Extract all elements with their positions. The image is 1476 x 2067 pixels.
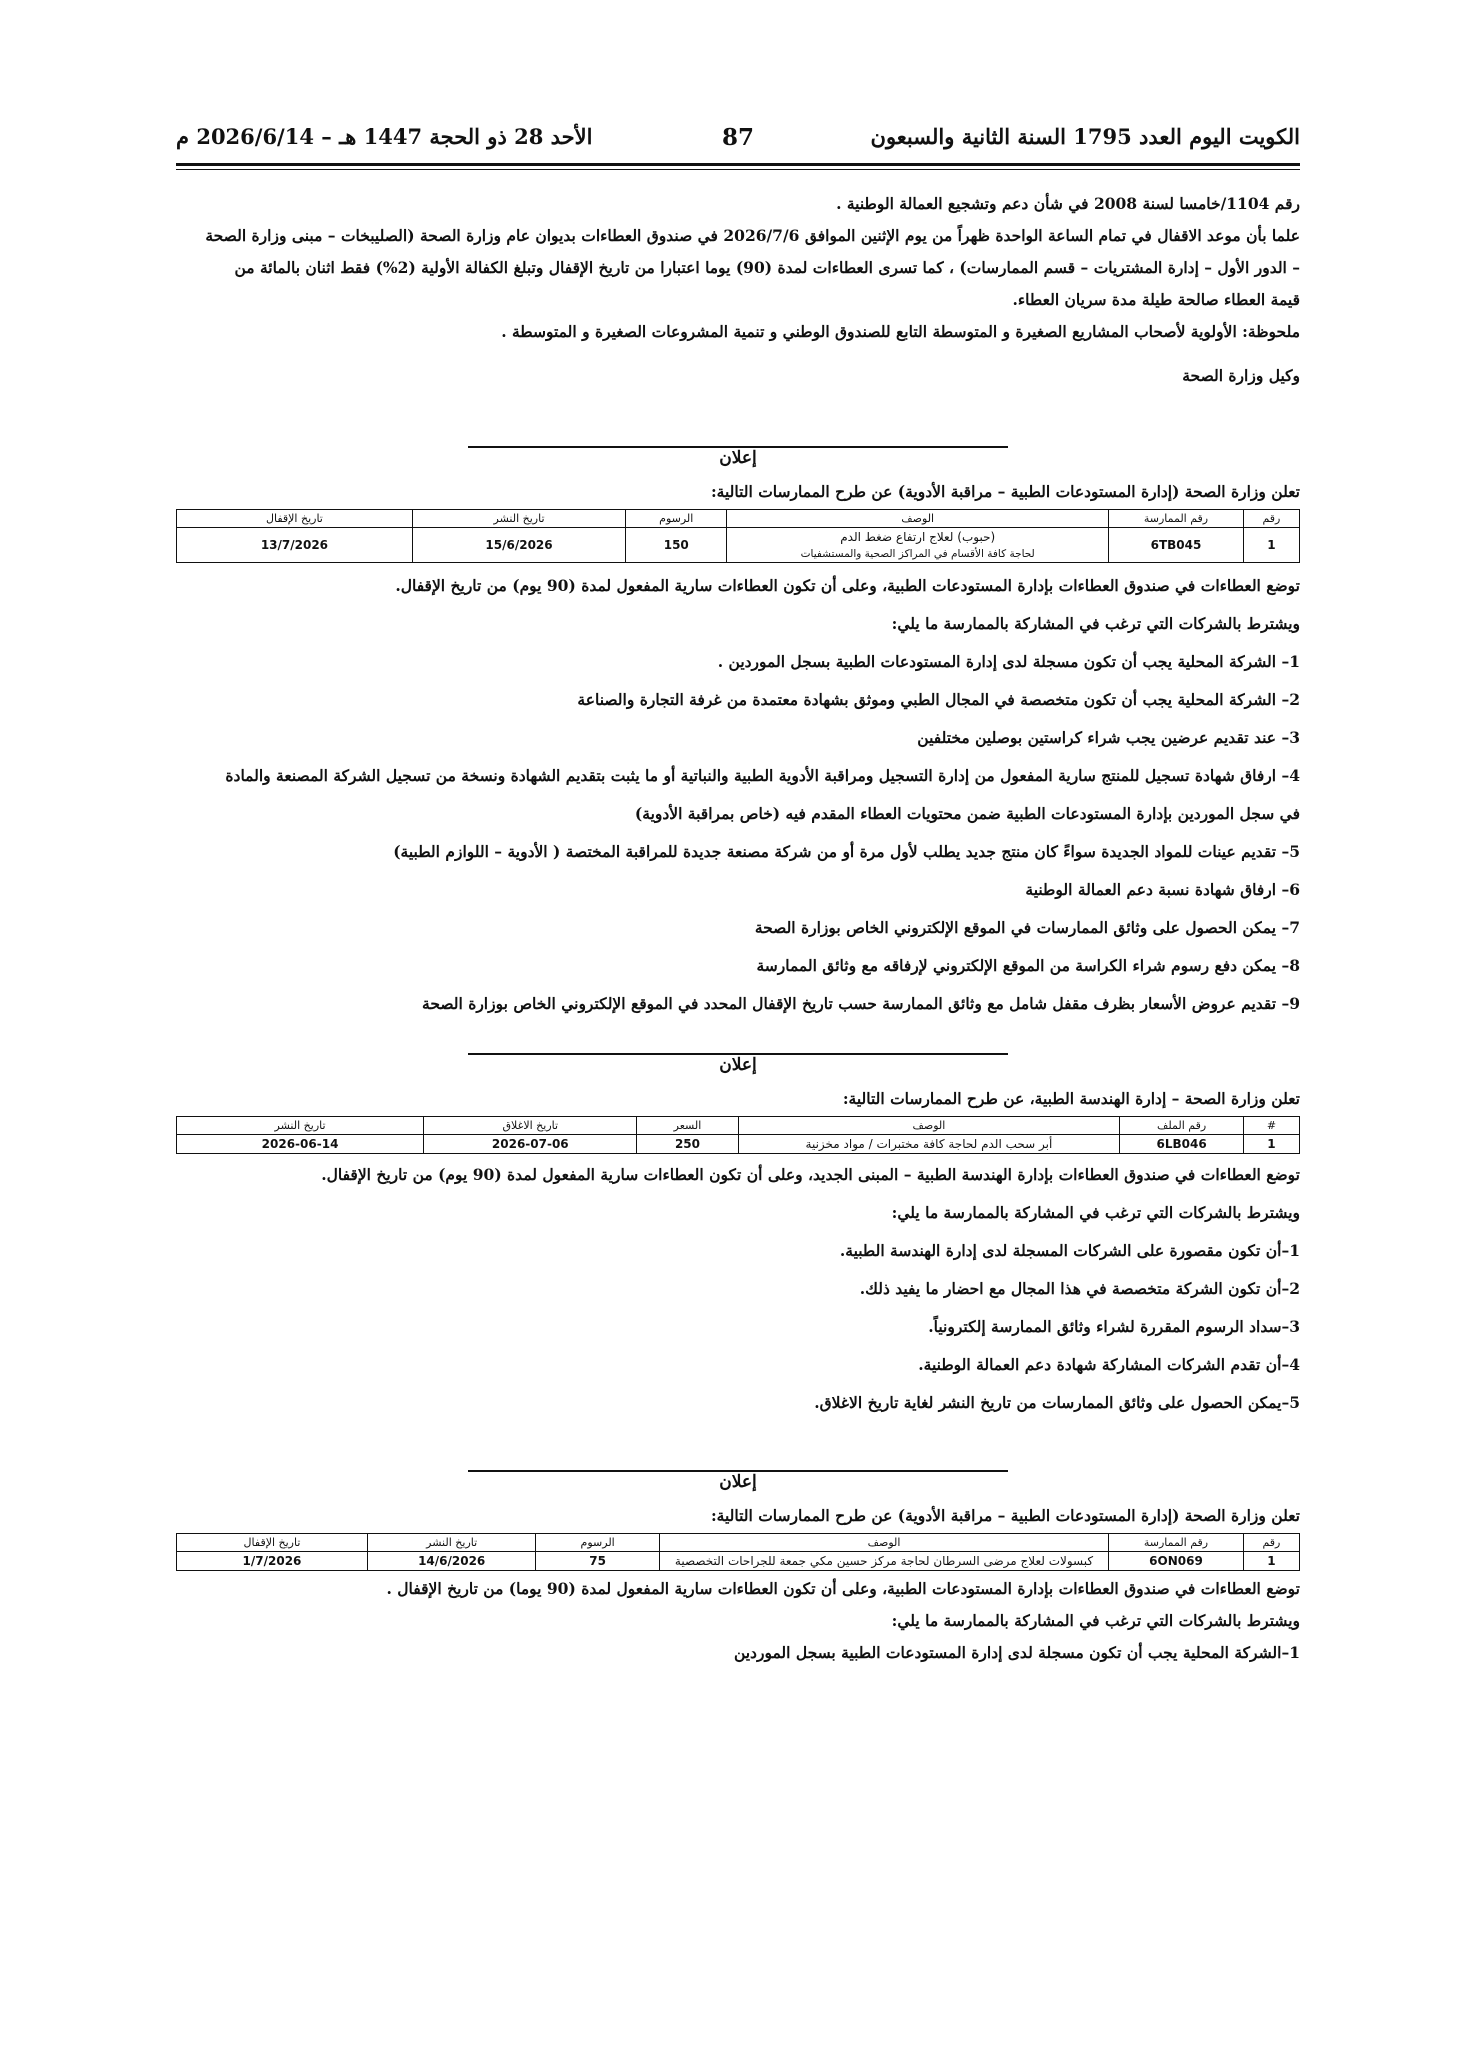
condition-line: توضع العطاءات في صندوق العطاءات بإدارة المستودعات الطبية، وعلى أن تكون العطاءات سارية المفعول لمدة (90 يوم) من تاريخ الإقفال. [395,576,1300,595]
page-number: 87 [721,124,755,151]
cell-code: 6ON069 [1109,1552,1244,1571]
condition-line: 2– الشركة المحلية يجب أن تكون متخصصة في المجال الطبي وموثق بشهادة معتمدة من غرفة التجارة والصناعة [577,690,1300,709]
table-header-row [177,1534,1300,1552]
condition-line: ويشترط بالشركات التي ترغب في المشاركة بالممارسة ما يلي: [891,1611,1300,1630]
condition-line: 1–أن تكون مقصورة على الشركات المسجلة لدى إدارة الهندسة الطبية. [839,1241,1300,1260]
cell-code: 6TB045 [1109,528,1244,563]
table-header-row [177,1117,1300,1135]
description-text: (حبوب) لعلاج ارتفاع ضغط الدم [840,530,996,544]
cell-publish-date: 15/6/2026 [412,528,625,563]
table-header-cell: الرسوم [536,1534,660,1552]
page-header [176,124,1300,160]
table-header-cell: تاريخ النشر [367,1534,535,1552]
cell-close-date: 13/7/2026 [177,528,413,563]
condition-line: 5– تقديم عينات للمواد الجديدة سواءً كان منتج جديد يطلب لأول مرة أو من شركة مصنعة جديدة للمراقبة المختصة ( الأدوية – اللوازم الطبية) [393,842,1300,861]
announcement-title: إعلان [719,1472,757,1492]
announcement-1 [176,448,1300,1023]
table-header-cell: الوصف [738,1117,1120,1135]
condition-line: 1– الشركة المحلية يجب أن تكون مسجلة لدى إدارة المستودعات الطبية بسجل الموردين . [717,652,1300,671]
intro-line: علما بأن موعد الاقفال في تمام الساعة الواحدة ظهراً من يوم الإثنين الموافق 2026/7/6 في صندوق العطاءات بديوان عام وزارة الصحة (الصليبخات – مبنى وزارة الصحة [205,226,1300,245]
conditions-list [176,567,1300,1023]
header-date: الأحد 28 ذو الحجة 1447 هـ – 2026/6/14 م [176,124,593,149]
intro-line: – الدور الأول – إدارة المشتريات – قسم الممارسات) ، كما تسرى العطاءات لمدة (90) يوما اعتبارا من تاريخ الإقفال وتبلغ الكفالة الأولية (2%) فقط اثنان بالمائة من [234,258,1300,277]
cell-fee: 75 [536,1552,660,1571]
condition-line: 3–سداد الرسوم المقررة لشراء وثائق الممارسة إلكترونياً. [928,1317,1300,1336]
table-header-cell: رقم الملف [1120,1117,1244,1135]
table-header-cell: تاريخ النشر [177,1117,424,1135]
condition-line: في سجل الموردين بإدارة المستودعات الطبية ضمن محتويات العطاء المقدم فيه (خاص بمراقبة الأدوية) [634,804,1300,823]
cell-number: 1 [1243,1552,1299,1571]
table-row [177,1552,1300,1571]
announcement-intro: تعلن وزارة الصحة (إدارة المستودعات الطبية – مراقبة الأدوية) عن طرح الممارسات التالية: [710,482,1300,501]
announcement-intro: تعلن وزارة الصحة – إدارة الهندسة الطبية، عن طرح الممارسات التالية: [842,1089,1300,1108]
cell-description: كبسولات لعلاج مرضى السرطان لحاجة مركز حسين مكي جمعة للجراحات التخصصية [659,1552,1108,1571]
cell-fee: 150 [626,528,727,563]
condition-line: 8– يمكن دفع رسوم شراء الكراسة من الموقع الإلكتروني لإرفاقه مع وثائق الممارسة [756,956,1300,975]
table-header-cell: رقم الممارسة [1109,510,1244,528]
condition-line: 6– ارفاق شهادة نسبة دعم العمالة الوطنية [1025,880,1300,899]
announcement-3 [176,1472,1300,1669]
table-header-cell: # [1243,1117,1299,1135]
conditions-list [176,1156,1300,1422]
announcement-title: إعلان [719,1055,757,1075]
condition-line: ويشترط بالشركات التي ترغب في المشاركة بالممارسة ما يلي: [891,614,1300,633]
header-publication: الكويت اليوم العدد 1795 السنة الثانية والسبعون [870,124,1300,149]
condition-line: 3– عند تقديم عرضين يجب شراء كراستين بوصلين مختلفين [917,728,1300,747]
table-header-cell: الرسوم [626,510,727,528]
cell-publish-date: 14/6/2026 [367,1552,535,1571]
table-header-cell: تاريخ الإقفال [177,510,413,528]
cell-code: 6LB046 [1120,1135,1244,1154]
condition-line: 1–الشركة المحلية يجب أن تكون مسجلة لدى إدارة المستودعات الطبية بسجل الموردين [733,1643,1300,1662]
table-header-cell: تاريخ النشر [412,510,625,528]
intro-line: قيمة العطاء صالحة طيلة مدة سريان العطاء. [1012,290,1300,309]
header-rule-thick [176,163,1300,166]
header-rule-thin [176,169,1300,170]
page-content [176,188,1300,1669]
cell-publish-date: 2026-06-14 [177,1135,424,1154]
condition-line: 2–أن تكون الشركة متخصصة في هذا المجال مع احضار ما يفيد ذلك. [859,1279,1300,1298]
condition-line: 5–يمكن الحصول على وثائق الممارسات من تاريخ النشر لغاية تاريخ الاغلاق. [814,1393,1300,1412]
table-header-cell: تاريخ الاغلاق [424,1117,637,1135]
tender-table [176,1533,1300,1571]
tender-table [176,1116,1300,1154]
table-header-cell: رقم [1243,1534,1299,1552]
tender-table [176,509,1300,563]
cell-description: أبر سحب الدم لحاجة كافة مختبرات / مواد مخزنية [738,1135,1120,1154]
condition-line: توضع العطاءات في صندوق العطاءات بإدارة المستودعات الطبية، وعلى أن تكون العطاءات سارية المفعول لمدة (90 يوما) من تاريخ الإقفال . [386,1579,1300,1598]
condition-line: ويشترط بالشركات التي ترغب في المشاركة بالممارسة ما يلي: [891,1203,1300,1222]
announcement-intro: تعلن وزارة الصحة (إدارة المستودعات الطبية – مراقبة الأدوية) عن طرح الممارسات التالية: [710,1506,1300,1525]
condition-line: 4– ارفاق شهادة تسجيل للمنتج سارية المفعول من إدارة التسجيل ومراقبة الأدوية الطبية والنباتية أو ما يثبت بتقديم الشهادة ونسخة من تسجيل الشركة المصنعة والمادة [225,766,1300,785]
table-header-row [177,510,1300,528]
announcement-title: إعلان [719,448,757,468]
cell-number: 1 [1243,528,1299,563]
table-header-cell: رقم الممارسة [1109,1534,1244,1552]
table-row [177,528,1300,563]
cell-number: 1 [1243,1135,1299,1154]
condition-line: 9– تقديم عروض الأسعار بظرف مقفل شامل مع وثائق الممارسة حسب تاريخ الإقفال المحدد في الموقع الإلكتروني الخاص بوزارة الصحة [422,994,1300,1013]
cell-fee: 250 [637,1135,738,1154]
signature: وكيل وزارة الصحة [1182,366,1300,385]
table-header-cell: رقم [1243,510,1299,528]
intro-line: ملحوظة: الأولوية لأصحاب المشاريع الصغيرة و المتوسطة التابع للصندوق الوطني و تنمية المشروعات الصغيرة و المتوسطة . [501,322,1300,341]
announcement-2 [176,1055,1300,1422]
intro-line: رقم 1104/خامسا لسنة 2008 في شأن دعم وتشجيع العمالة الوطنية . [836,194,1300,213]
table-header-cell: الوصف [659,1534,1108,1552]
condition-line: 4–أن تقدم الشركات المشاركة شهادة دعم العمالة الوطنية. [918,1355,1300,1374]
table-row [177,1135,1300,1154]
table-header-cell: الوصف [727,510,1109,528]
conditions-list [176,1573,1300,1669]
cell-close-date: 2026-07-06 [424,1135,637,1154]
intro-section [176,188,1300,392]
cell-description [727,528,1109,563]
condition-line: 7– يمكن الحصول على وثائق الممارسات في الموقع الإلكتروني الخاص بوزارة الصحة [754,918,1300,937]
description-subtext: لحاجة كافة الأقسام في المراكز الصحية والمستشفيات [800,548,1035,560]
cell-close-date: 1/7/2026 [177,1552,368,1571]
condition-line: توضع العطاءات في صندوق العطاءات بإدارة الهندسة الطبية – المبنى الجديد، وعلى أن تكون العطاءات سارية المفعول لمدة (90 يوم) من تاريخ الإقفال. [321,1165,1300,1184]
table-header-cell: السعر [637,1117,738,1135]
table-header-cell: تاريخ الإقفال [177,1534,368,1552]
